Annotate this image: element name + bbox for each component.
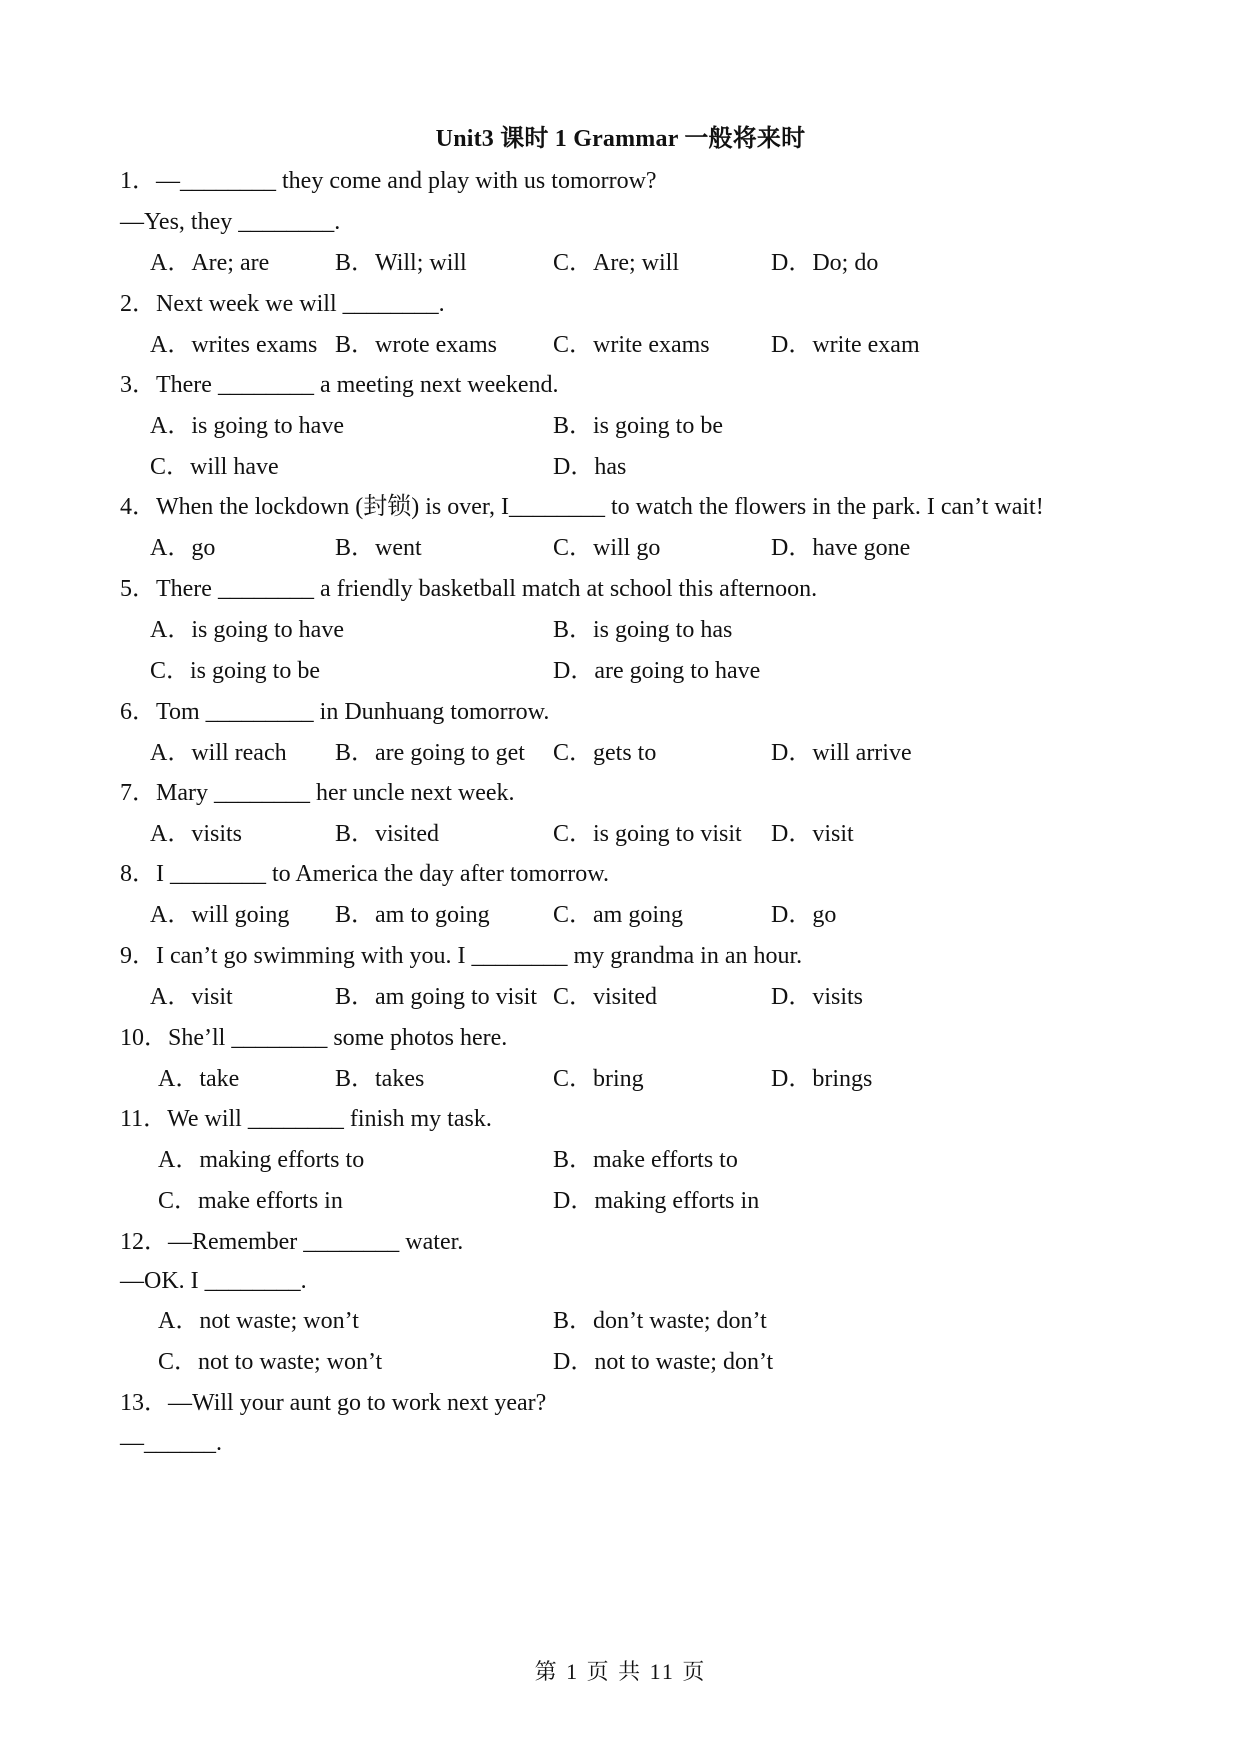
answer-option: B．is going to be xyxy=(553,413,724,439)
answer-option: B．am to going xyxy=(335,902,490,928)
answer-option: A．visit xyxy=(150,984,233,1010)
answer-option: D．will arrive xyxy=(771,740,912,766)
answer-option: C．will go xyxy=(553,535,661,561)
answer-option: C．will have xyxy=(150,454,279,480)
answer-option: D．not to waste; don’t xyxy=(553,1349,774,1375)
question-stem: 1．—________ they come and play with us tomorrow? xyxy=(120,168,657,194)
question-stem: 9．I can’t go swimming with you. I ________ my grandma in an hour. xyxy=(120,943,803,969)
question-stem: 10．She’ll ________ some photos here. xyxy=(120,1025,508,1051)
answer-option: A．is going to have xyxy=(150,617,344,643)
answer-option: B．are going to get xyxy=(335,740,525,766)
answer-option: D．has xyxy=(553,454,627,480)
question-stem: 8．I ________ to America the day after tomorrow. xyxy=(120,861,609,887)
question-stem: 11．We will ________ finish my task. xyxy=(120,1106,492,1132)
answer-option: D．go xyxy=(771,902,837,928)
answer-option: A．is going to have xyxy=(150,413,344,439)
question-stem: 2．Next week we will ________. xyxy=(120,291,445,317)
question-reply-line: —______. xyxy=(120,1430,222,1456)
answer-option: B．don’t waste; don’t xyxy=(553,1308,767,1334)
answer-option: D．have gone xyxy=(771,535,911,561)
page-footer: 第 1 页 共 11 页 xyxy=(534,1659,707,1684)
answer-option: A．not waste; won’t xyxy=(158,1308,359,1334)
answer-option: C．gets to xyxy=(553,740,657,766)
question-stem: 12．—Remember ________ water. xyxy=(120,1229,464,1255)
answer-option: C．is going to be xyxy=(150,658,321,684)
question-stem: 6．Tom _________ in Dunhuang tomorrow. xyxy=(120,699,550,725)
answer-option: D．visits xyxy=(771,984,864,1010)
answer-option: D．visit xyxy=(771,821,854,847)
question-stem: 7．Mary ________ her uncle next week. xyxy=(120,780,515,806)
answer-option: C．not to waste; won’t xyxy=(158,1349,383,1375)
question-stem: 5．There ________ a friendly basketball match at school this afternoon. xyxy=(120,576,818,602)
answer-option: D．Do; do xyxy=(771,250,879,276)
answer-option: C．am going xyxy=(553,902,683,928)
answer-option: D．brings xyxy=(771,1066,873,1092)
question-stem: 4．When the lockdown (封锁) is over, I________ to watch the flowers in the park. I can’t wait! xyxy=(120,494,1044,520)
answer-option: C．Are; will xyxy=(553,250,679,276)
answer-option: C．bring xyxy=(553,1066,644,1092)
answer-option: B．takes xyxy=(335,1066,425,1092)
answer-option: C．make efforts in xyxy=(158,1188,343,1214)
answer-option: B．went xyxy=(335,535,422,561)
document-title: Unit3 课时 1 Grammar 一般将来时 xyxy=(435,126,806,152)
question-reply-line: —OK. I ________. xyxy=(120,1268,307,1294)
answer-option: B．make efforts to xyxy=(553,1147,738,1173)
answer-option: C．write exams xyxy=(553,332,710,358)
question-stem: 13．—Will your aunt go to work next year? xyxy=(120,1390,547,1416)
answer-option: B．is going to has xyxy=(553,617,733,643)
answer-option: C．visited xyxy=(553,984,658,1010)
answer-option: A．writes exams xyxy=(150,332,318,358)
answer-option: A．will reach xyxy=(150,740,287,766)
answer-option: A．Are; are xyxy=(150,250,270,276)
answer-option: A．take xyxy=(158,1066,240,1092)
answer-option: B．Will; will xyxy=(335,250,467,276)
answer-option: D．write exam xyxy=(771,332,920,358)
answer-option: A．making efforts to xyxy=(158,1147,365,1173)
answer-option: A．go xyxy=(150,535,216,561)
question-reply-line: —Yes, they ________. xyxy=(120,209,341,235)
answer-option: C．is going to visit xyxy=(553,821,742,847)
answer-option: A．visits xyxy=(150,821,243,847)
answer-option: D．making efforts in xyxy=(553,1188,760,1214)
answer-option: B．visited xyxy=(335,821,440,847)
answer-option: D．are going to have xyxy=(553,658,761,684)
answer-option: B．wrote exams xyxy=(335,332,497,358)
answer-option: A．will going xyxy=(150,902,290,928)
question-stem: 3．There ________ a meeting next weekend. xyxy=(120,372,559,398)
answer-option: B．am going to visit xyxy=(335,984,538,1010)
